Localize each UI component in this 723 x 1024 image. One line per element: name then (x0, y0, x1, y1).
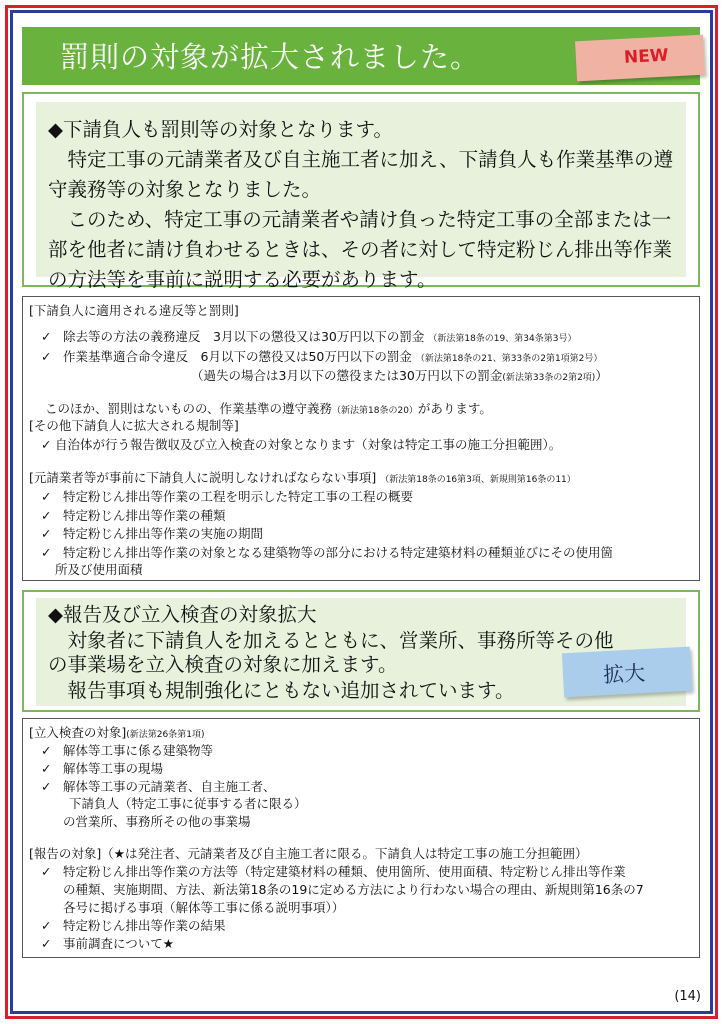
list-item-text: 特定粉じん排出等作業の実施の期間 (63, 526, 264, 541)
new-badge (575, 35, 705, 82)
check-icon: ✓ (41, 349, 52, 364)
list-item-text: 解体等工事の現場 (63, 761, 164, 776)
check-icon: ✓ (41, 761, 52, 776)
law-reference: （新法第18条の19、第34条第3号） (428, 334, 577, 344)
list-item (41, 437, 561, 453)
inspection-details-box (22, 718, 700, 958)
list-item (41, 349, 602, 367)
box1-heading-other-rules: [その他下請負人に拡大される規制等] (29, 418, 239, 433)
box1-heading-explanation (29, 470, 576, 488)
expansion-badge (562, 647, 692, 698)
section1-paragraph-2: このため、特定工事の元請業者や請け負った特定工事の全部または一部を他者に請け負わせるときは、その者に対して特定粉じん排出等作業の方法等を事前に説明する必要があります。 (48, 208, 673, 291)
law-reference: （新法第18条の20） (332, 406, 418, 416)
closing-paren: ） (595, 368, 608, 383)
list-item-text: （過失の場合は3月以下の懲役または30万円以下の罰金 (191, 368, 503, 383)
section2-heading: ◆報告及び立入検査の対象拡大 (48, 603, 317, 626)
note-text-end: があります。 (417, 401, 492, 416)
list-item (41, 936, 174, 952)
heading-text: [立入検査の対象] (29, 725, 127, 740)
list-item-continuation: 所及び使用面積 (55, 562, 143, 577)
check-icon: ✓ (41, 508, 52, 523)
section2-line-3: 報告事項も規制強化にともない追加されています。 (48, 679, 515, 702)
law-reference: （新法第18条の16第3項、新規則第16条の11） (380, 475, 576, 485)
law-reference: (新法第26条第1項) (126, 730, 205, 740)
list-item (41, 761, 163, 777)
list-item (41, 918, 226, 934)
page-title: 罰則の対象が拡大されました。 (60, 40, 481, 74)
check-icon: ✓ (41, 545, 52, 560)
box1-heading-violations: [下請負人に適用される違反等と罰則] (29, 303, 239, 318)
list-item-continuation (191, 368, 608, 386)
list-item (41, 526, 263, 542)
box2-heading-inspection (29, 725, 204, 743)
list-item-text: 作業基準適合命令違反 6月以下の懲役又は50万円以下の罰金 (63, 349, 412, 364)
list-item-continuation: 各号に掲げる事項（解体等工事に係る説明事項）） (63, 900, 345, 915)
list-item (41, 779, 276, 795)
check-icon: ✓ (41, 437, 52, 452)
box1-note (45, 401, 492, 419)
section-subcontractor-penalties (22, 92, 700, 291)
check-icon: ✓ (41, 489, 52, 504)
check-icon: ✓ (41, 526, 52, 541)
list-item-text: 特定粉じん排出等作業の結果 (63, 918, 226, 933)
section2-line-2: の事業場を立入検査の対象に加えます。 (48, 653, 398, 676)
list-item-text: 解体等工事に係る建築物等 (63, 743, 214, 758)
page-number: (14) (674, 989, 701, 1004)
law-reference: （新法第18条の21、第33条の2第1項第2号） (415, 354, 603, 364)
list-item-text: 特定粉じん排出等作業の対象となる建築物等の部分における特定建築材料の種類並びにその使用箇 (63, 545, 614, 560)
heading-text: [元請業者等が事前に下請負人に説明しなければならない事項] (29, 470, 377, 485)
list-item-text: 特定粉じん排出等作業の方法等（特定建築材料の種類、使用箇所、使用面積、特定粉じん排出等作業 (63, 864, 626, 879)
list-item-continuation: の営業所、事務所その他の事業場 (63, 814, 251, 829)
check-icon: ✓ (41, 329, 52, 344)
list-item (41, 489, 413, 505)
list-item (41, 329, 576, 347)
list-item (41, 545, 613, 561)
note-text: このほか、罰則はないものの、作業基準の遵守義務 (45, 401, 333, 416)
check-icon: ✓ (41, 936, 52, 951)
box2-heading-report: [報告の対象]（★は発注者、元請業者及び自主施工者に限る。下請負人は特定工事の施工分担範囲） (29, 846, 588, 861)
section2-line-1: 対象者に下請負人を加えるとともに、営業所、事務所等その他 (48, 629, 614, 652)
law-reference: (新法第33条の2第2項) (502, 373, 596, 383)
penalty-details-box (22, 296, 700, 581)
list-item-text: 特定粉じん排出等作業の種類 (63, 508, 226, 523)
list-item (41, 743, 213, 759)
check-icon: ✓ (41, 918, 52, 933)
section1-paragraph-1: 特定工事の元請業者及び自主施工者に加え、下請負人も作業基準の遵守義務等の対象となりました。 (48, 148, 674, 201)
list-item (41, 864, 626, 880)
list-item-continuation: 下請負人（特定工事に従事する者に限る） (69, 796, 307, 811)
list-item (41, 508, 226, 524)
new-badge-label: NEW (623, 45, 670, 68)
section-subcontractor-penalties-panel (36, 102, 686, 291)
list-item-text: 除去等の方法の義務違反 3月以下の懲役又は30万円以下の罰金 (63, 329, 425, 344)
list-item-text: 解体等工事の元請業者、自主施工者、 (63, 779, 276, 794)
list-item-text: 事前調査について★ (63, 936, 174, 951)
list-item-text: 自治体が行う報告徴収及び立入検査の対象となります（対象は特定工事の施工分担範囲）。 (55, 437, 562, 452)
list-item-continuation: の種類、実施期間、方法、新法第18条の19に定める方法により行わない場合の理由、新規則第16条の7 (63, 882, 644, 897)
check-icon: ✓ (41, 743, 52, 758)
check-icon: ✓ (41, 779, 52, 794)
check-icon: ✓ (41, 864, 52, 879)
section1-heading: ◆下請負人も罰則等の対象となります。 (48, 118, 393, 141)
expansion-badge-label: 拡大 (602, 661, 646, 688)
list-item-text: 特定粉じん排出等作業の工程を明示した特定工事の工程の概要 (63, 489, 414, 504)
